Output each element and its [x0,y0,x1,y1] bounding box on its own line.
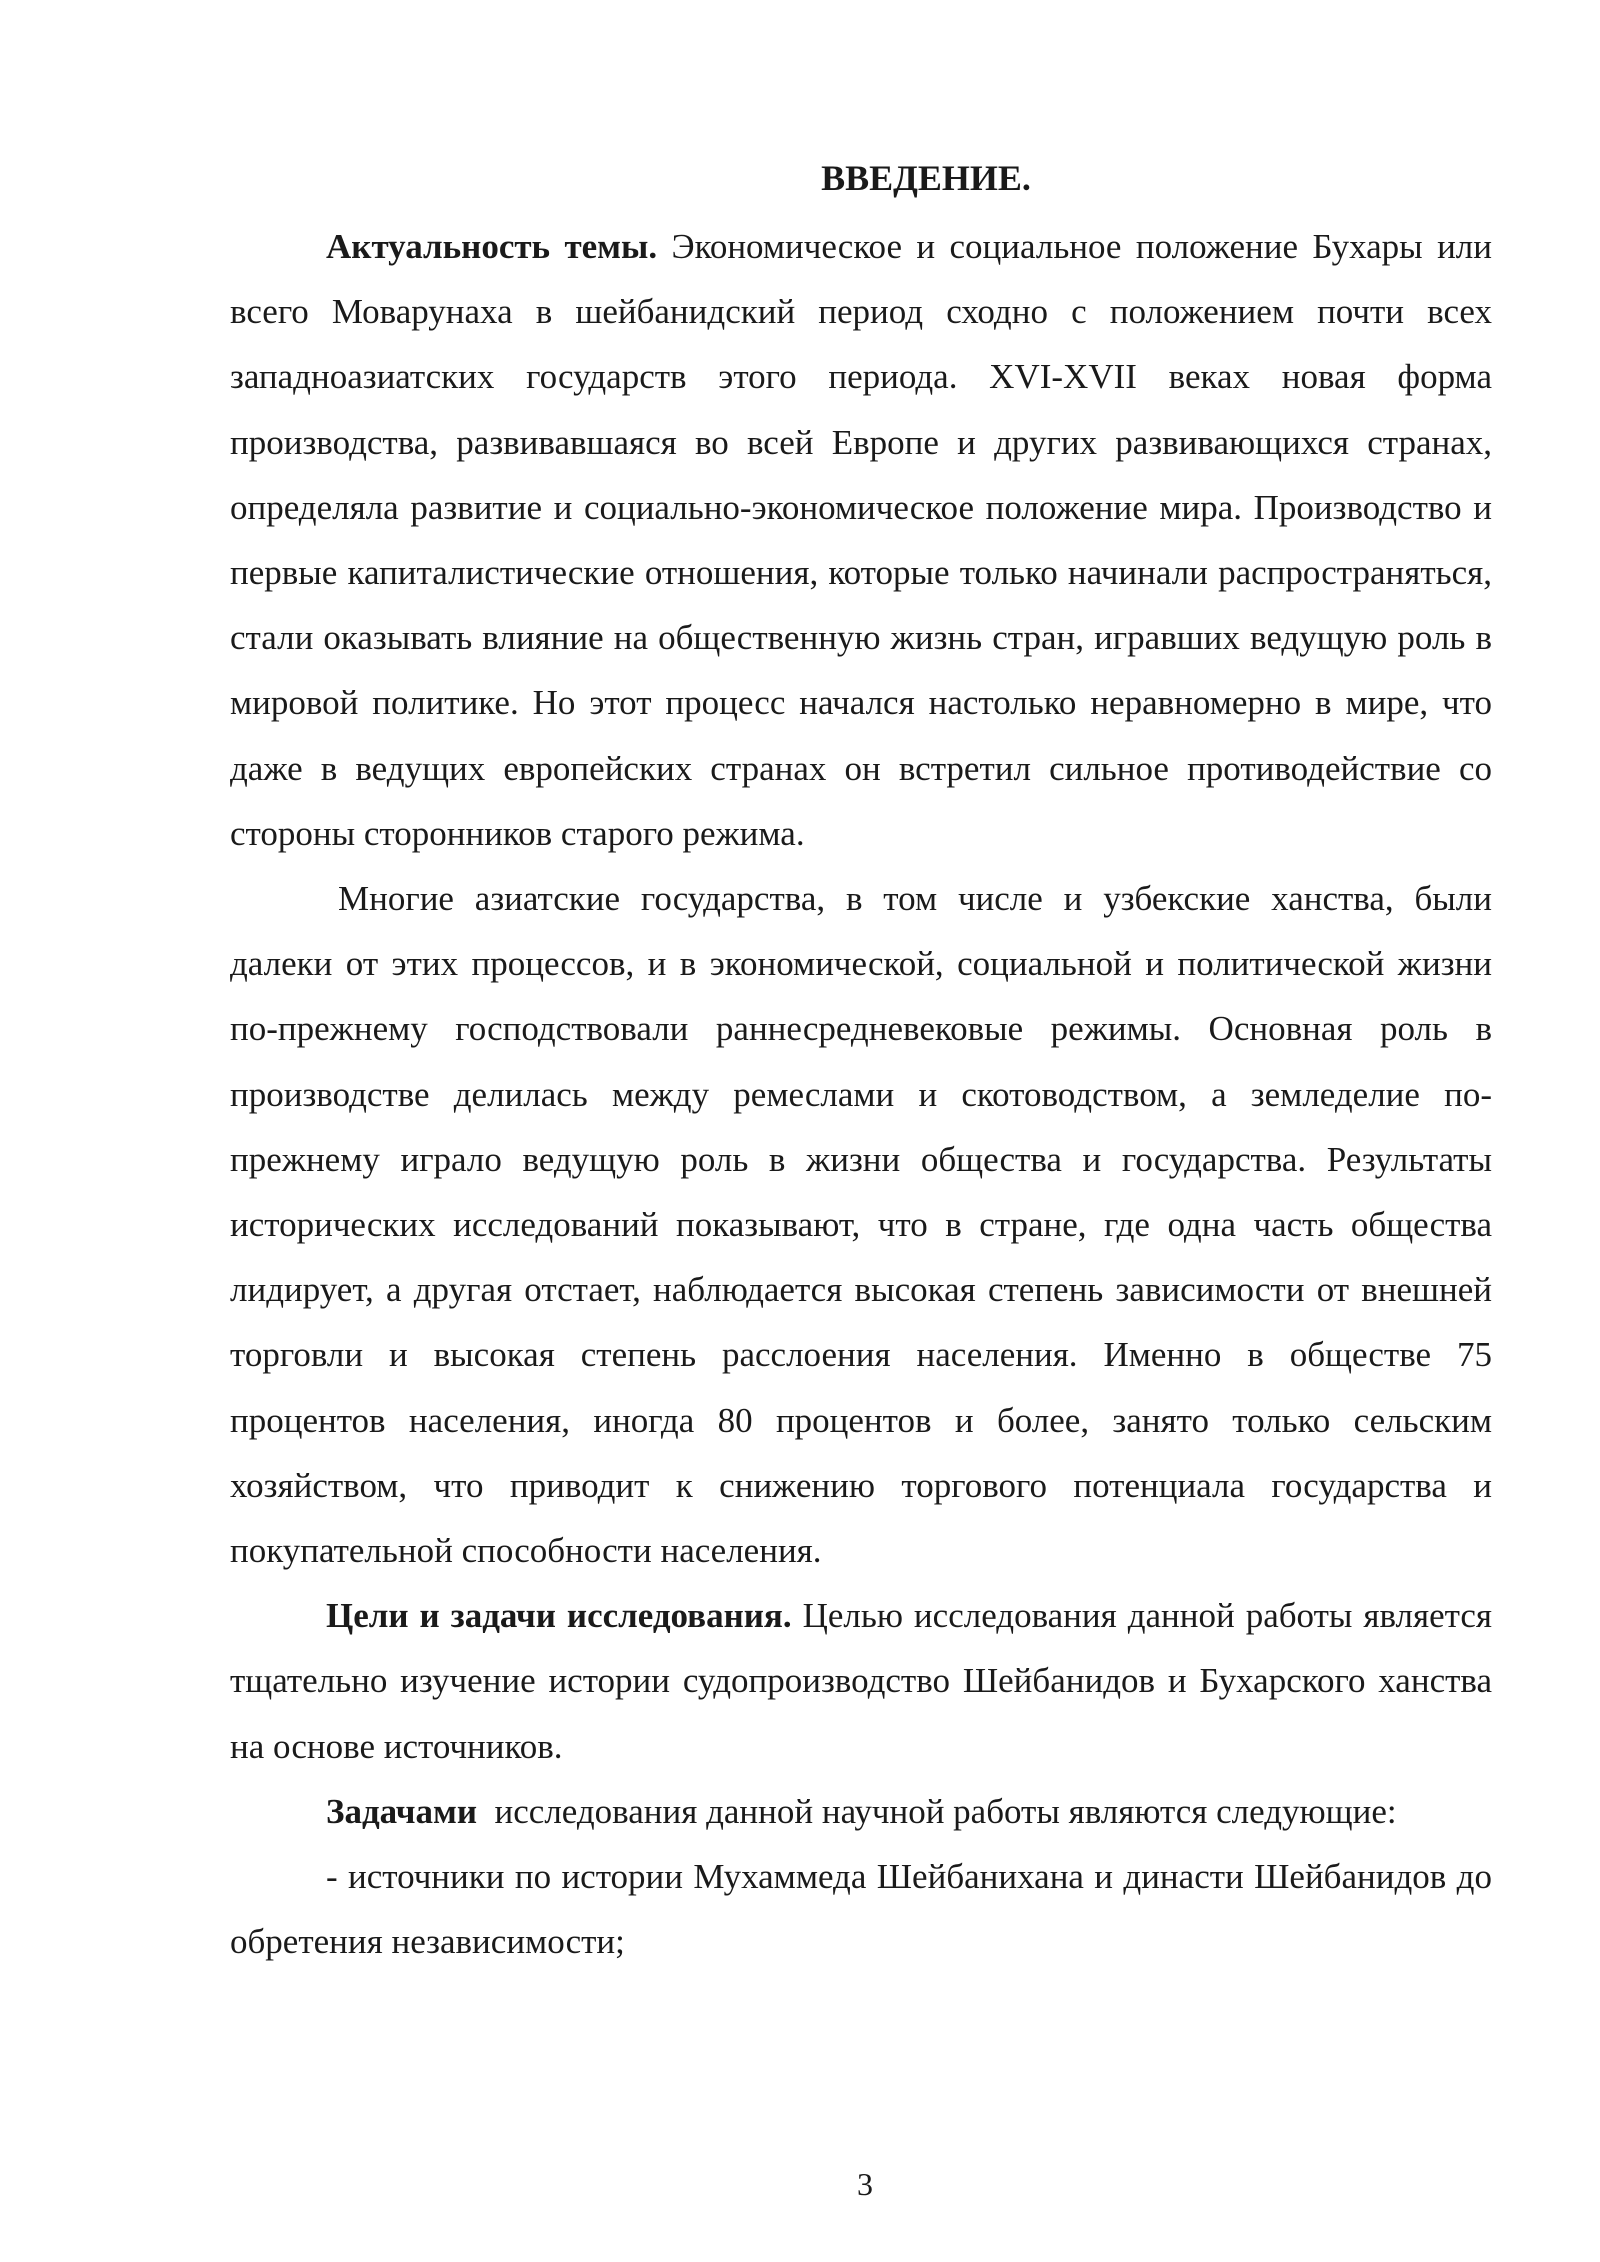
paragraph-text: Многие азиатские государства, в том числе и узбекские ханства, были далеки от этих процессов, и в экономической, социальной и политической жизни по-прежнему господствовали раннесредневековые режимы. Основная роль в производстве делилась между ремеслами и скотоводством, а земледелие по-прежнему играло ведущую роль в жизни общества и государства. Результаты исторических исследований показывают, что в стране, где одна часть общества лидирует, а другая отстает, наблюдается высокая степень зависимости от внешней торговли и высокая степень расслоения населения. Именно в обществе 75 процентов населения, иногда 80 процентов и более, занято только сельским хозяйством, что приводит к снижению торгового потенциала государства и покупательной способности населения. [230,879,1492,1571]
paragraph-goals [230,1583,1492,1779]
paragraph-text: Экономическое и социальное положение Бухары или всего Моварунаха в шейбанидский период сходно с положением почти всех западноазиатских государств этого периода. XVI-XVII веках новая форма производства, развивавшаяся во всей Европе и других развивающихся странах, определяла развитие и социально-экономическое положение мира. Производство и первые капиталистические отношения, которые только начинали распространяться, стали оказывать влияние на общественную жизнь стран, игравших ведущую роль в мировой политике. Но этот процесс начался настолько неравномерно в мире, что даже в ведущих европейских странах он встретил сильное противодействие со стороны сторонников старого режима. [230,227,1492,853]
paragraph-lead: Цели и задачи исследования. [326,1596,792,1636]
paragraph-text: - источники по истории Мухаммеда Шейбанихана и династи Шейбанидов до обретения независимости; [230,1857,1492,1962]
paragraph-tasks [230,1779,1492,1844]
paragraph-text: исследования данной научной работы являются следующие: [477,1791,1397,1831]
paragraph-asian-states [230,866,1492,1583]
paragraph-relevance [230,214,1492,866]
page-content [230,148,1492,1974]
paragraph-lead: Задачами [326,1791,478,1831]
paragraph-text: Целью исследования данной работы является тщательно изучение истории судопроизводство Шейбанидов и Бухарского ханства на основе источников. [230,1596,1492,1766]
page-number: 3 [857,2166,873,2202]
page-title: ВВЕДЕНИЕ. [821,158,1031,198]
list-item [230,1844,1492,1974]
paragraph-lead: Актуальность темы. [326,227,658,266]
